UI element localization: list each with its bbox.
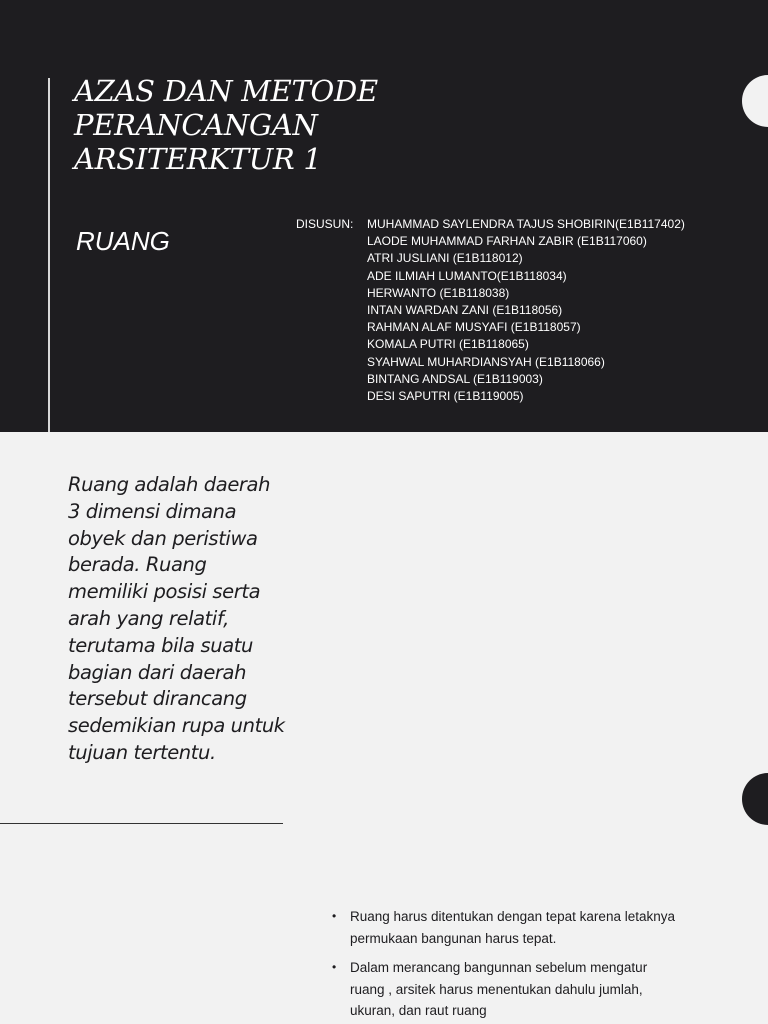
definition-line: memiliki posisi serta: [68, 580, 261, 604]
definition-text: [68, 472, 308, 767]
author-item: KOMALA PUTRI (E1B118065): [367, 337, 529, 352]
definition-line: terutama bila suatu: [68, 633, 253, 657]
bullet-line: ukuran, dan raut ruang: [350, 1003, 487, 1018]
bullet-line: Dalam merancang bangunnan sebelum mengatur: [350, 960, 648, 975]
bullet-list: [330, 906, 720, 1024]
definition-line: arah yang relatif,: [68, 606, 229, 630]
bullet-item: [330, 957, 720, 1022]
author-item: LAODE MUHAMMAD FARHAN ZABIR (E1B117060): [367, 234, 647, 249]
definition-line: obyek dan peristiwa: [68, 526, 258, 550]
bullet-dot-icon: •: [332, 960, 337, 974]
definition-line: tersebut dirancang: [68, 687, 247, 711]
definition-line: berada. Ruang: [68, 553, 207, 577]
author-item: HERWANTO (E1B118038): [367, 285, 510, 300]
bullet-line: permukaan bangunan harus tepat.: [350, 930, 557, 946]
definition-line: 3 dimensi dimana: [68, 499, 237, 523]
presentation-title: [74, 74, 434, 176]
title-line: AZAS DAN METODE: [74, 74, 378, 108]
bullet-line: Ruang harus ditentukan dengan tepat karena letaknya: [350, 909, 675, 924]
decorative-circle: [742, 75, 768, 127]
authors-label: DISUSUN:: [296, 217, 354, 231]
title-slide: [0, 0, 768, 432]
author-item: INTAN WARDAN ZANI (E1B118056): [367, 303, 563, 318]
author-item: BINTANG ANDSAL (E1B119003): [367, 371, 543, 386]
author-item: RAHMAN ALAF MUSYAFI (E1B118057): [367, 320, 581, 335]
bullet-line: ruang , arsitek harus menentukan dahulu jumlah,: [350, 981, 643, 997]
authors-list: [367, 216, 685, 405]
author-item: ATRI JUSLIANI (E1B118012): [367, 251, 523, 266]
author-item: ADE ILMIAH LUMANTO(E1B118034): [367, 268, 567, 283]
presentation-subtitle: RUANG: [76, 226, 170, 256]
content-slide: [0, 432, 768, 1024]
title-line: PERANCANGAN: [74, 108, 318, 142]
definition-line: bagian dari daerah: [68, 660, 247, 684]
vertical-divider: [48, 78, 50, 432]
definition-line: sedemikian rupa untuk: [68, 714, 285, 738]
author-item: SYAHWAL MUHARDIANSYAH (E1B118066): [367, 354, 605, 369]
definition-line: Ruang adalah daerah: [68, 473, 271, 496]
decorative-circle: [742, 773, 768, 825]
bullet-item: [330, 906, 720, 949]
bullet-dot-icon: •: [332, 909, 337, 923]
definition-line: tujuan tertentu.: [68, 740, 216, 764]
author-item: DESI SAPUTRI (E1B119005): [367, 389, 524, 404]
author-item: MUHAMMAD SAYLENDRA TAJUS SHOBIRIN(E1B117402): [367, 217, 685, 231]
horizontal-divider: [0, 823, 283, 824]
title-line: ARSITERKTUR 1: [74, 142, 322, 176]
